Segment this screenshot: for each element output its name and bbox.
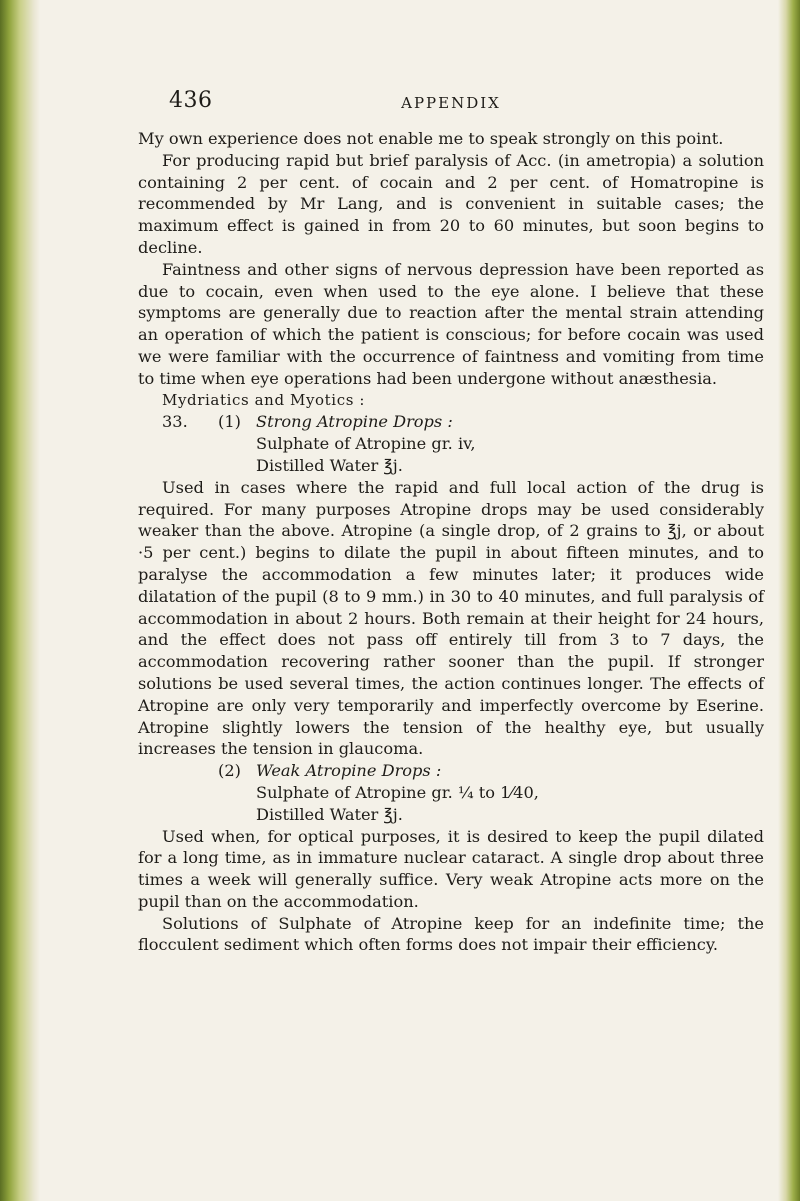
recipe-1-line-1: Sulphate of Atropine gr. iv, (256, 434, 476, 454)
recipe-1-heading (138, 411, 764, 433)
paragraph-2: For producing rapid but brief paralysis of Acc. (in ametropia) a solution containing 2 per cent. of cocain and 2 per cent. of Homatropine is recommended by Mr Lang, and is convenient in suitable cases; the maximum effect is gained in from 20 to 60 minutes, but soon begins to decline. (138, 150, 764, 257)
page-number: 436 (169, 88, 213, 113)
page-header (138, 88, 764, 128)
running-head: APPENDIX (401, 94, 501, 112)
paragraph-5: Used when, for optical purposes, it is desired to keep the pupil dilated for a long time, as in immature nuclear cataract. A single drop about three times a week will generally suffice. Very weak Atropine acts more on the pupil than on the accommodation. (138, 826, 764, 911)
body-text (138, 128, 764, 956)
paragraph-3: Faintness and other signs of nervous depression have been reported as due to cocain, even when used to the eye alone. I believe that these symptoms are generally due to reaction after the mental strain attending an operation of which the patient is conscious; for before cocain was used we were familiar with the occurrence of faintness and vomiting from time to time when eye operations had been undergone without anæsthesia. (138, 259, 764, 388)
paragraph-6: Solutions of Sulphate of Atropine keep for an indefinite time; the flocculent sediment which often forms does not impair their efficiency. (138, 913, 764, 955)
left-binding-edge (0, 0, 40, 1201)
recipe-2-name: Weak Atropine Drops : (256, 761, 442, 781)
recipe-weak-atropine (138, 760, 764, 825)
paragraph-4: Used in cases where the rapid and full local action of the drug is required. For many purposes Atropine drops may be used considerably weaker than the above. Atropine (a single drop, of 2 grains to ℥j, or about ·5 per cent.) begins to dilate the pupil in about fifteen minutes, and to paralyse the accommodation a few minutes later; it produces wide dilatation of the pupil (8 to 9 mm.) in 30 to 40 minutes, and full paralysis of accommodation in about 2 hours. Both remain at their height for 24 hours, and the effect does not pass off entirely till from 3 to 7 days, the accommodation recovering rather sooner than the pupil. If stronger solutions be used several times, the action continues longer. The effects of Atropine are only very temporarily and imperfectly overcome by Eserine. Atropine slightly lowers the tension of the healthy eye, but usually increases the tension in glaucoma. (138, 477, 764, 759)
recipe-2-sub: (2) (218, 761, 241, 781)
recipe-strong-atropine (138, 411, 764, 476)
page (138, 88, 764, 956)
recipe-1-line-2: Distilled Water ℥j. (256, 455, 403, 475)
recipe-1-sub: (1) (218, 412, 241, 432)
recipe-2-line-2: Distilled Water ℥j. (256, 804, 403, 824)
right-binding-edge (778, 0, 800, 1201)
section-title: Mydriatics and Myotics : (162, 390, 366, 409)
recipe-1-number: 33. (162, 412, 188, 432)
recipe-1-name: Strong Atropine Drops : (256, 412, 453, 432)
recipe-2-heading (138, 760, 764, 782)
paragraph-1: My own experience does not enable me to speak strongly on this point. (138, 129, 724, 148)
recipe-2-line-1: Sulphate of Atropine gr. ¼ to 1⁄40, (256, 782, 539, 802)
